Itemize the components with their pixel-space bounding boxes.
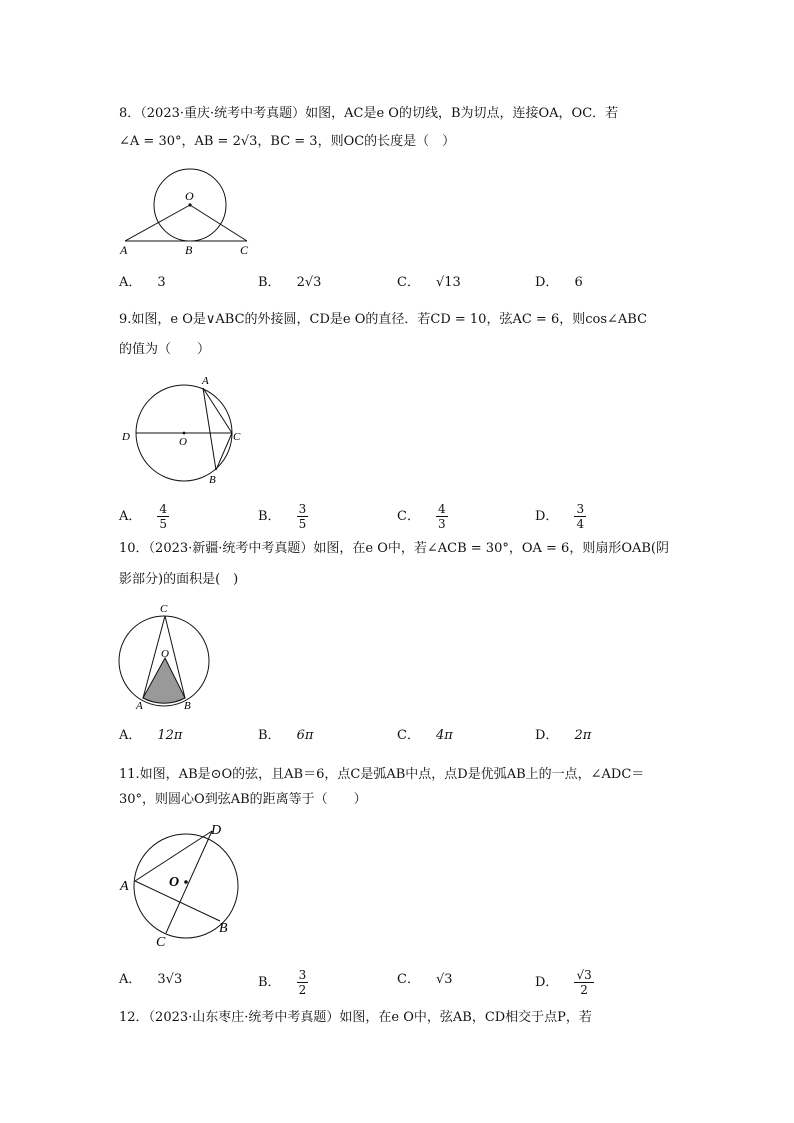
q8-text-line1: 8．（2023·重庆·统考中考真题）如图，AC是e O的切线，B为切点，连接OA，OC．若 — [119, 106, 619, 121]
q11-center-dot — [184, 880, 188, 884]
q9-option-a: A． $\frac{4}{5}$ — [119, 502, 168, 531]
q10-option-b: B． 6π — [258, 728, 314, 743]
q8-label-B: B — [185, 243, 193, 257]
q10-figure — [119, 598, 219, 718]
q11-option-c: C． √3 — [397, 972, 453, 987]
q11-option-b: B． $\frac{3}{2}$ — [258, 968, 307, 997]
q9-text-line2: 的值为（ ） — [119, 342, 211, 357]
q8-options — [119, 271, 679, 295]
q11-label-C: C — [156, 935, 166, 950]
q11-figure — [119, 818, 244, 953]
q11-text-line2: 30°，则圆心O到弦AB的距离等于（ ） — [119, 792, 367, 807]
q9-options — [119, 502, 679, 531]
q11-label-A: A — [120, 879, 129, 894]
q9-option-b: B． $\frac{3}{5}$ — [258, 502, 307, 531]
q12-text-line1: 12．（2023·山东枣庄·统考中考真题）如图，在e O中，弦AB，CD相交于点P，若 — [119, 1010, 592, 1025]
q9-label-C: C — [233, 431, 241, 443]
q10-option-c: C． 4π — [397, 728, 453, 743]
q8-center-dot — [188, 203, 191, 206]
q10-text-line1: 10．（2023·新疆·统考中考真题）如图，在e O中，若∠ACB = 30°，OA = 6，则扇形OAB(阴 — [119, 541, 669, 556]
q8-option-d: D． 6 — [535, 275, 583, 290]
q11-text-line1: 11.如图，AB是⊙O的弦，且AB＝6，点C是弧AB中点，点D是优弧AB上的一点，∠ADC＝ — [119, 767, 645, 782]
q10-label-B: B — [184, 700, 191, 712]
q11-label-D: D — [211, 823, 222, 838]
q8-line-OA — [125, 205, 190, 241]
q9-text-line1: 9.如图，e O是∨ABC的外接圆，CD是e O的直径．若CD = 10，弦AC = 6，则cos∠ABC — [119, 312, 648, 327]
q9-option-c: C． $\frac{4}{3}$ — [397, 502, 446, 531]
q10-label-O: O — [161, 648, 169, 660]
q10-label-A: A — [136, 700, 143, 712]
q11-options — [119, 968, 679, 997]
q9-line-AB — [203, 388, 216, 470]
q9-label-A: A — [202, 375, 209, 387]
q8-option-a: A． 3 — [119, 275, 166, 290]
q8-figure — [119, 160, 259, 260]
q9-line-BC — [216, 433, 232, 470]
q8-text-line2: ∠A = 30°，AB = 2√3，BC = 3，则OC的长度是（ ） — [119, 134, 456, 149]
q9-option-d: D． $\frac{3}{4}$ — [535, 502, 585, 531]
q8-label-A: A — [120, 243, 128, 257]
q8-label-C: C — [240, 243, 249, 257]
q11-label-O: O — [169, 875, 180, 890]
q9-figure — [119, 368, 254, 488]
q8-option-b: B． 2√3 — [258, 275, 322, 290]
q11-option-d: D． $\frac{√3}{2}$ — [535, 968, 592, 997]
q11-label-B: B — [219, 921, 228, 936]
q9-label-D: D — [122, 431, 130, 443]
q11-option-a: A． 3√3 — [119, 972, 183, 987]
q8-label-O: O — [185, 189, 194, 203]
q8-line-OC — [190, 205, 247, 241]
q9-label-B: B — [209, 474, 216, 486]
q10-shaded-sector — [143, 658, 185, 703]
q10-options — [119, 724, 679, 748]
q8-option-c: C． √13 — [397, 275, 461, 290]
q10-label-C: C — [160, 603, 168, 615]
q9-center-dot — [183, 432, 186, 435]
q10-text-line2: 影部分)的面积是( ) — [119, 572, 239, 587]
q9-label-O: O — [179, 436, 187, 448]
q10-option-d: D． 2π — [535, 728, 592, 743]
q10-option-a: A． 12π — [119, 728, 183, 743]
q9-line-AC — [203, 388, 232, 433]
